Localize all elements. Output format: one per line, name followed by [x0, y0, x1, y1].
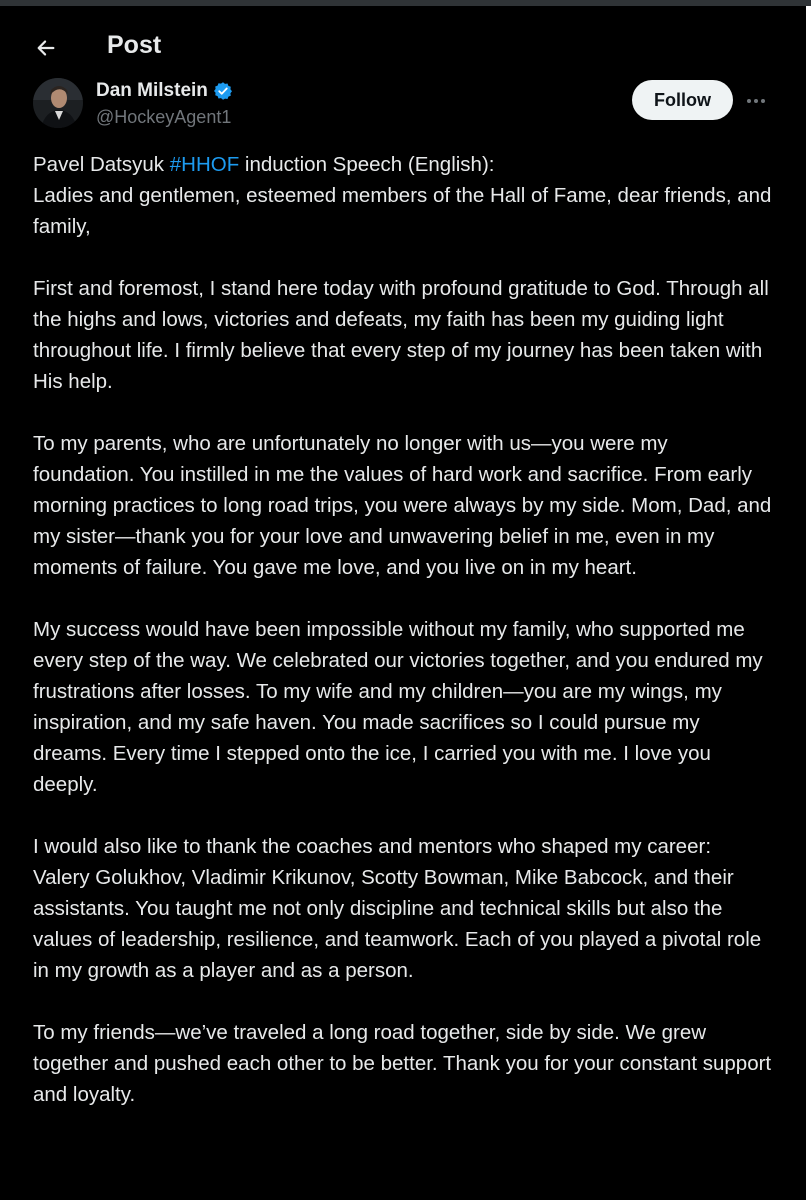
post-intro [33, 149, 773, 242]
verified-badge-icon [213, 81, 233, 101]
post-paragraph: I would also like to thank the coaches and mentors who shaped my career: Valery Golukhov, Vladimir Krikunov, Scotty Bowman, Mike Babcock, and their assistants. You taught me not only discipline and technical skills but also the values of leadership, resilience, and teamwork. Each of you played a pivotal role in my growth as a player and as a person. [33, 835, 762, 982]
page-title: Post [107, 31, 162, 59]
author-name-block [96, 79, 233, 129]
more-options-button[interactable] [741, 86, 771, 116]
post-header [0, 20, 806, 70]
post-paragraph: To my parents, who are unfortunately no longer with us—you were my foundation. You instilled in me the values of hard work and sacrifice. From early morning practices to long road trips, you were always by my side. Mom, Dad, and my sister—thank you for your love and unwavering belief in me, even in my moments of failure. You gave me love, and you live on in my heart. [33, 432, 772, 579]
intro-text-after: induction Speech (English): [239, 153, 495, 176]
post-paragraph: First and foremost, I stand here today with profound gratitude to God. Through all the highs and lows, victories and defeats, my faith has been my guiding light throughout life. I firmly believe that every step of my journey has been taken with His help. [33, 277, 769, 393]
author-row [0, 76, 806, 136]
author-display-name[interactable] [96, 79, 233, 103]
avatar-image [33, 78, 83, 128]
follow-button[interactable]: Follow [632, 80, 733, 120]
post-paragraph: My success would have been impossible without my family, who supported me every step of the way. We celebrated our victories together, and you endured my frustrations after losses. To my wife and my children—you are my wings, my inspiration, and my safe haven. You made sacrifices so I could pursue my dreams. Every time I stepped onto the ice, I carried you with me. I love you deeply. [33, 618, 763, 796]
post-paragraph: To my friends—we’ve traveled a long road together, side by side. We grew together and pushed each other to be better. Thank you for your constant support and loyalty. [33, 1021, 772, 1106]
back-button[interactable] [28, 30, 64, 66]
author-handle[interactable]: @HockeyAgent1 [96, 107, 232, 127]
post-greeting: Ladies and gentlemen, esteemed members of the Hall of Fame, dear friends, and family, [33, 184, 772, 238]
display-name-text: Dan Milstein [96, 80, 208, 101]
post-text [33, 149, 773, 1141]
post-column [0, 6, 806, 1200]
avatar[interactable] [33, 78, 83, 128]
window-right-edge [806, 6, 811, 1200]
arrow-left-icon [35, 37, 57, 59]
intro-text-before: Pavel Datsyuk [33, 153, 170, 176]
more-horizontal-icon [745, 97, 767, 105]
hashtag-link[interactable]: #HHOF [169, 153, 240, 176]
